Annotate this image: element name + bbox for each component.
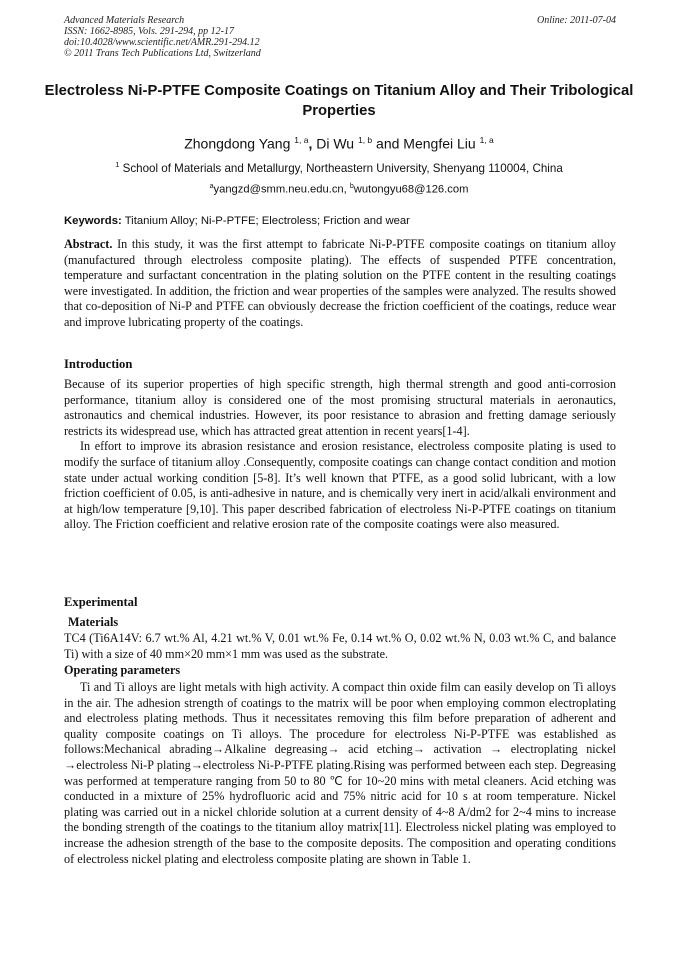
email-link[interactable]: wutongyu68@126.com	[353, 183, 469, 196]
operating-parameters-heading: Operating parameters	[64, 663, 181, 677]
author-name: Zhongdong Yang	[184, 135, 291, 152]
journal-header	[64, 15, 261, 59]
paragraph: TC4 (Ti6A14V: 6.7 wt.% Al, 4.21 wt.% V, 0.01 wt.% Fe, 0.14 wt.% O, 0.02 wt.% N, 0.03 wt.% C, and balance Ti) with a size of 40 mm×20 mm×1 mm was used as the substrate.	[64, 631, 616, 661]
paragraph: Ti and Ti alloys are light metals with high activity. A compact thin oxide film can easily develop on Ti alloys in the air. The adhesion strength of coatings to the matrix will be poor when employing common electroplating and electroless plating methods. Thus it necessitates removing this film before preparation of adherent and quality composite coatings on Ti alloys. The procedure for electroless Ni-P-PTFE was established as follows:Mechanical abrading→Alkaline degreasing→ acid etching→ activation → electroplating nickel →electroless Ni-P plating→electroless Ni-P-PTFE plating.Rising was performed between each step. Degreasing was performed at temperature ranging from 50 to 80 ℃ for 10~20 mins with metal cleaners. Acid etching was conducted in a mixture of 25% hydrofluoric acid and 75% nitric acid for 10 s at room temperature. Nickel plating was carried out in a nickel chloride solution at a current density of 4~8 A/dm2 for 2~4 mins to increase the bonding strength of the coatings to the titanium alloy matrix[11]. Electroless nickel plating was employed to increase the adhesion strength of the base to the composite deposits. The composition and operating conditions of electroless nickel plating and electroless composite plating are shown in Table 1.	[64, 680, 616, 866]
keywords-label: Keywords:	[64, 215, 122, 227]
operating-parameters-body	[64, 680, 616, 867]
paragraph: In effort to improve its abrasion resistance and erosion resistance, electroless composite plating is used to modify the surface of titanium alloy .Consequently, composite coatings can change contact condition and motion state under actual working condition [5-8]. It’s well known that PTFE, as a good solid lubricant, with a low friction coefficient of 0.05, is anti-adhesive in nature, and is chemically very inert in acid/alkali environment and at high/low temperature [9,10]. This paper described fabrication of electroless Ni-P-PTFE coatings on titanium alloy. The Friction coefficient and relative erosion rate of the composite coatings were also measured.	[64, 439, 616, 532]
author-list	[40, 131, 638, 153]
keywords-text: Titanium Alloy; Ni-P-PTFE; Electroless; Friction and wear	[124, 215, 410, 227]
introduction-heading: Introduction	[64, 357, 133, 371]
materials-body	[64, 631, 616, 662]
materials-heading: Materials	[68, 615, 119, 629]
author-separator: ,	[308, 135, 313, 152]
journal-copyright: © 2011 Trans Tech Publications Ltd, Switzerland	[64, 48, 261, 59]
journal-name: Advanced Materials Research	[64, 15, 185, 26]
journal-issn: ISSN: 1662-8985, Vols. 291-294, pp 12-17	[64, 26, 234, 37]
affiliation	[40, 157, 638, 176]
email-mark: b	[349, 183, 354, 190]
email-mark: a	[209, 183, 214, 190]
affiliation-text: School of Materials and Metallurgy, Northeastern University, Shenyang 110004, China	[122, 161, 563, 175]
journal-doi: doi:10.4028/www.scientific.net/AMR.291-294.12	[64, 37, 260, 48]
online-date: Online: 2011-07-04	[537, 15, 616, 26]
experimental-heading: Experimental	[64, 595, 138, 609]
introduction-body	[64, 377, 616, 533]
author-name: Mengfei Liu	[403, 135, 476, 152]
author-conjunction: and	[376, 135, 400, 152]
author-emails	[40, 179, 638, 198]
abstract-text: In this study, it was the first attempt to fabricate Ni-P-PTFE composite coatings on titanium alloy (manufactured through electroless composite plating). The effects of suspended PTFE concentration, temperature and surfactant concentration in the plating solution on the PTFE content in the resulting coatings were investigated. In addition, the friction and wear properties of the samples were analyzed. The results showed that co-deposition of Ni-P and PTFE can obviously decrease the friction coefficient of the coatings, reduce wear and improve lubricating property of the coatings.	[64, 237, 616, 329]
author-affil-mark: 1, a	[479, 135, 494, 145]
author-affil-mark: 1, b	[357, 135, 373, 145]
paragraph: Because of its superior properties of high specific strength, high thermal strength and good anti-corrosion performance, titanium alloy is considered one of the most promising structural materials in aeronautics, astronautics and chemical industries. However, its poor resistance to abrasion and fretting damage seriously restricts its widespread use, which has attracted great attention in recent years[1-4].	[64, 377, 616, 438]
email-link[interactable]: yangzd@smm.neu.edu.cn,	[213, 183, 347, 196]
keywords	[64, 214, 616, 229]
paper-title: Electroless Ni-P-PTFE Composite Coatings on Titanium Alloy and Their Tribological Properties	[44, 83, 634, 119]
abstract-label: Abstract.	[64, 237, 113, 251]
author-affil-mark: 1, a	[294, 135, 309, 145]
abstract	[64, 237, 616, 331]
affiliation-mark: 1	[115, 160, 120, 169]
author-name: Di Wu	[316, 135, 355, 152]
